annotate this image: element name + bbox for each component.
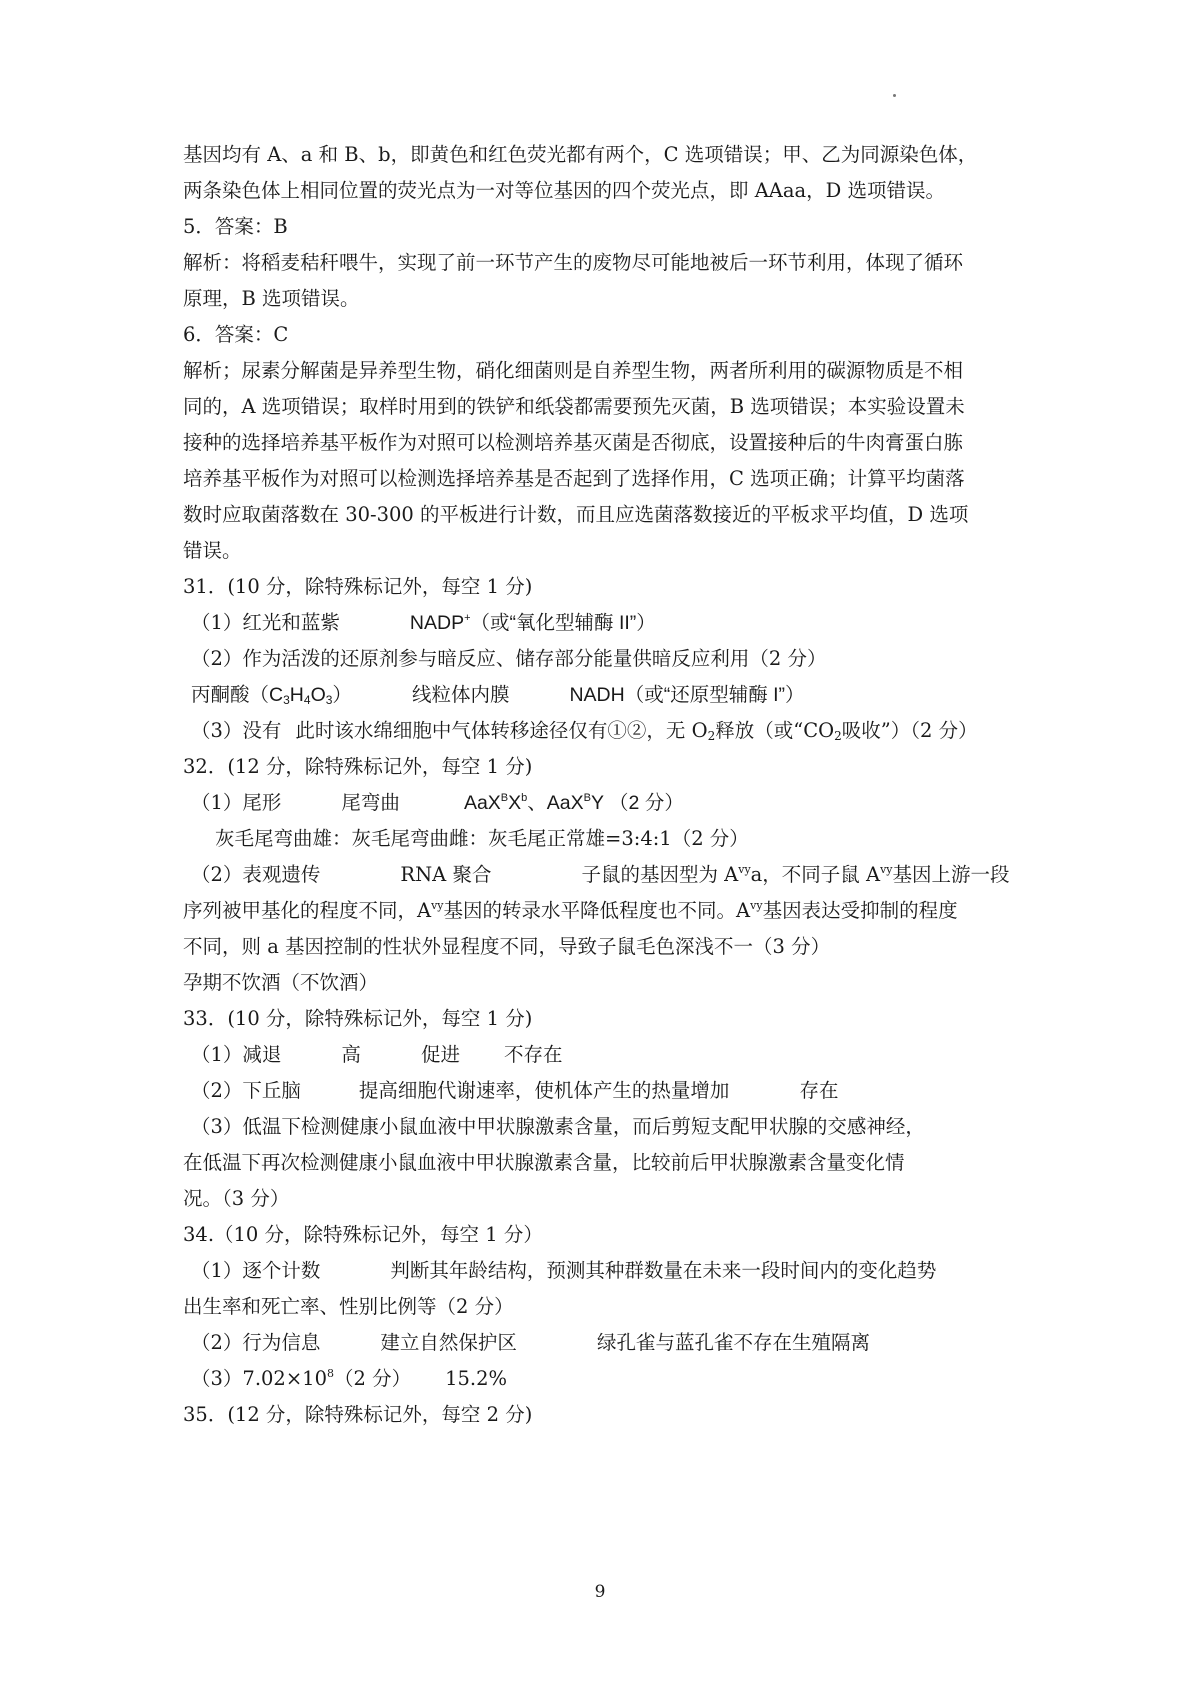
q32-answer: RNA 聚合 xyxy=(400,863,492,886)
q33-part2 xyxy=(183,1078,838,1104)
q32-answer: （2）表观遗传 xyxy=(191,863,321,886)
q34-answer: $(3)7.02\times 10^8(2$ 分） xyxy=(191,1367,412,1390)
q32-part2-line2: 序列被甲基化的程度不同，$A^{vy}$基因的转录水平降低程度也不同。$A^{vy}$基因表达受抑制的程度 xyxy=(183,899,958,922)
q32-part1-line2: 灰毛尾弯曲雄：灰毛尾弯曲雌：灰毛尾正常雄=3:4:1（2 分） xyxy=(215,827,749,850)
q31-part3 xyxy=(183,718,978,744)
q33-answer: 不存在 xyxy=(503,1043,563,1066)
answer-6: 6．答案：C xyxy=(183,323,289,346)
q34-answer: 判断其年龄结构，预测其种群数量在未来一段时间内的变化趋势 xyxy=(390,1259,937,1282)
q34-part1-line2: 出生率和死亡率、性别比例等（2 分） xyxy=(183,1295,514,1318)
text-line: 解析；尿素分解菌是异养型生物，硝化细菌则是自养型生物，两者所利用的碳源物质是不相 xyxy=(183,359,964,382)
question-34-header: 34.（10 分，除特殊标记外，每空 1 分） xyxy=(183,1223,543,1246)
q31-part2-line2 xyxy=(183,682,805,708)
q32-answer: 子鼠的基因型为 $A^{vy}a$，不同子鼠 $A^{vy}$基因上游一段 xyxy=(581,863,1010,886)
q32-part2-line3: 不同，则 a 基因控制的性状外显程度不同，导致子鼠毛色深浅不一（3 分） xyxy=(183,935,831,958)
question-33-header: 33．(10 分，除特殊标记外，每空 1 分) xyxy=(183,1007,533,1030)
text-line: 错误。 xyxy=(183,539,242,562)
q31-answer: （1）红光和蓝紫 xyxy=(191,611,340,634)
answer-5: 5．答案：B xyxy=(183,215,288,238)
q32-answer: （1）尾形 xyxy=(191,791,282,814)
q31-answer: NADH（或“还原型辅酶 I”） xyxy=(569,684,805,706)
q34-answer: 绿孔雀与蓝孔雀不存在生殖隔离 xyxy=(596,1331,870,1354)
stray-dot xyxy=(893,94,896,97)
q31-answer: 丙酮酸$(C_3H_4O_3)$ xyxy=(191,684,352,707)
q31-answer: 线粒体内膜 xyxy=(411,683,510,706)
q33-answer: （1）减退 xyxy=(191,1043,282,1066)
q31-part2: （2）作为活泼的还原剂参与暗反应、储存部分能量供暗反应利用（2 分） xyxy=(191,647,827,670)
q33-answer: 高 xyxy=(341,1043,361,1066)
q33-part1 xyxy=(183,1042,562,1068)
q34-part1 xyxy=(183,1258,936,1284)
text-line: 原理，B 选项错误。 xyxy=(183,287,360,310)
q34-answer: （2）行为信息 xyxy=(191,1331,321,1354)
question-32-header: 32．(12 分，除特殊标记外，每空 1 分) xyxy=(183,755,533,778)
text-line: 两条染色体上相同位置的荧光点为一对等位基因的四个荧光点，即 AAaa，D 选项错误。 xyxy=(183,179,945,202)
q32-part2 xyxy=(183,862,1010,888)
q32-part1 xyxy=(183,790,684,816)
q33-part3-line2: 在低温下再次检测健康小鼠血液中甲状腺激素含量，比较前后甲状腺激素含量变化情 xyxy=(183,1151,905,1174)
text-line: 解析：将稻麦秸秆喂牛，实现了前一环节产生的废物尽可能地被后一环节利用，体现了循环 xyxy=(183,251,964,274)
question-35-header: 35．(12 分，除特殊标记外，每空 2 分) xyxy=(183,1403,533,1426)
q31-answer: 此时该水绵细胞中气体转移途径仅有①②，无 $O_2$释放（或“$CO_2$吸收”）（2 分） xyxy=(295,719,978,743)
q33-answer: 提高细胞代谢速率，使机体产生的热量增加 xyxy=(358,1079,730,1102)
q33-answer: 促进 xyxy=(420,1043,460,1066)
q34-part3 xyxy=(183,1366,507,1392)
q34-answer: 15.2% xyxy=(445,1367,508,1390)
question-31-header: 31．(10 分，除特殊标记外，每空 1 分) xyxy=(183,575,533,598)
text-line: 接种的选择培养基平板作为对照可以检测培养基灭菌是否彻底，设置接种后的牛肉膏蛋白胨 xyxy=(183,431,964,454)
q31-part1 xyxy=(183,610,656,636)
text-line: 基因均有 A、a 和 B、b，即黄色和红色荧光都有两个，C 选项错误；甲、乙为同源染色体， xyxy=(183,143,978,166)
page-number: 9 xyxy=(594,1582,606,1602)
text-line: 培养基平板作为对照可以检测选择培养基是否起到了选择作用，C 选项正确；计算平均菌落 xyxy=(183,467,965,490)
q32-part2-line4: 孕期不饮酒（不饮酒） xyxy=(183,971,379,994)
q34-answer: 建立自然保护区 xyxy=(380,1331,517,1354)
q34-part2 xyxy=(183,1330,870,1356)
q32-answer: 尾弯曲 xyxy=(341,791,400,814)
text-line: 同的，A 选项错误；取样时用到的铁铲和纸袋都需要预先灭菌，B 选项错误；本实验设置未 xyxy=(183,395,965,418)
q33-part3: （3）低温下检测健康小鼠血液中甲状腺激素含量，而后剪短支配甲状腺的交感神经， xyxy=(191,1115,925,1138)
text-line: 数时应取菌落数在 30-300 的平板进行计数，而且应选菌落数接近的平板求平均值，D 选项 xyxy=(183,503,969,526)
q33-answer: 存在 xyxy=(799,1079,839,1102)
q31-answer: NADP+（或“氧化型辅酶 II”） xyxy=(409,612,656,634)
q32-answer: $AaX^BX^b$、AaX$^B$Y （2 分） xyxy=(463,792,684,814)
q34-answer: （1）逐个计数 xyxy=(191,1259,321,1282)
q31-answer: （3）没有 xyxy=(191,719,282,742)
q33-answer: （2）下丘脑 xyxy=(191,1079,301,1102)
q33-part3-line3: 况。（3 分） xyxy=(183,1187,290,1210)
